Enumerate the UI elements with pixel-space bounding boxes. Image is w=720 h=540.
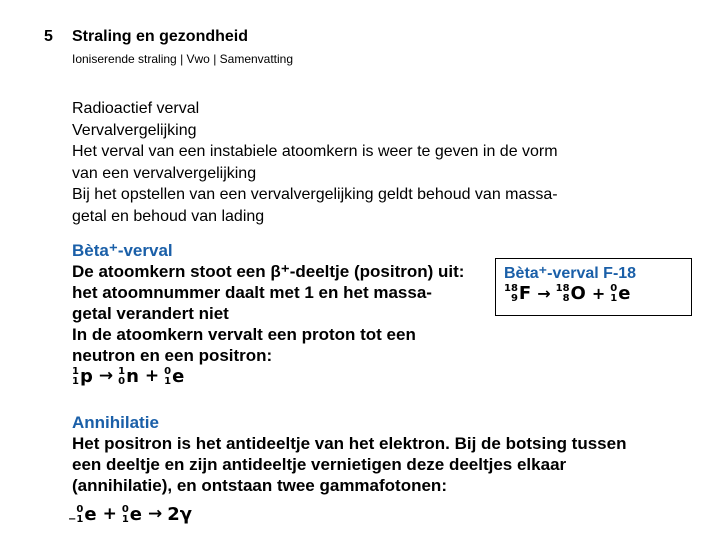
chapter-subtitle: Ioniserende straling | Vwo | Samenvatting xyxy=(72,52,294,66)
arrow: → xyxy=(148,504,163,524)
beta-plus-line: In de atoomkern vervalt een proton tot een xyxy=(72,325,416,344)
isotope-fluorine: 18 9 F xyxy=(504,282,532,304)
isotope-neutron: 1 0 n xyxy=(118,365,139,387)
annihilation-equation xyxy=(68,504,626,525)
proton-decay-equation xyxy=(72,366,464,387)
isotope-positron: 0 1 e xyxy=(121,503,142,525)
intro-line: getal en behoud van lading xyxy=(72,207,265,225)
isotope-positron: 0 1 e xyxy=(610,282,631,304)
beta-plus-line: getal verandert niet xyxy=(72,304,229,323)
annihilation-line: een deeltje en zijn antideeltje vernietigen deze deeltjes elkaar xyxy=(72,455,567,474)
beta-plus-line: De atoomkern stoot een β⁺-deeltje (positron) uit: xyxy=(72,262,465,281)
gamma-photons: 2γ xyxy=(167,504,193,525)
plus-sign: + xyxy=(591,284,606,303)
beta-plus-section xyxy=(72,240,464,387)
isotope-oxygen: 18 8 O xyxy=(555,282,586,304)
beta-plus-line: het atoomnummer daalt met 1 en het massa- xyxy=(72,283,432,302)
chapter-title: Straling en gezondheid xyxy=(72,28,249,45)
example-box-f18 xyxy=(495,258,692,316)
arrow: → xyxy=(537,284,551,303)
intro-section xyxy=(72,98,558,227)
isotope-electron: 0 −1 e xyxy=(68,503,97,525)
heading-radioactief-verval: Radioactief verval xyxy=(72,100,200,117)
annihilation-heading: Annihilatie xyxy=(72,413,159,432)
f18-decay-equation xyxy=(504,283,683,304)
intro-line: Het verval van een instabiele atoomkern is weer te geven in de vorm xyxy=(72,143,558,160)
heading-vervalvergelijking: Vervalvergelijking xyxy=(72,121,197,139)
isotope-positron: 0 1 e xyxy=(164,365,185,387)
beta-plus-line: neutron en een positron: xyxy=(72,346,273,365)
arrow: → xyxy=(98,366,114,386)
isotope-proton: 1 1 p xyxy=(72,365,93,387)
plus-sign: + xyxy=(144,366,160,386)
intro-line: van een vervalvergelijking xyxy=(72,164,257,182)
intro-line: Bij het opstellen van een vervalvergelijking geldt behoud van massa- xyxy=(72,186,558,203)
beta-plus-heading: Bèta⁺-verval xyxy=(72,241,173,260)
example-box-title: Bèta⁺-verval F-18 xyxy=(504,265,637,282)
annihilation-line: Het positron is het antideeltje van het elektron. Bij de botsing tussen xyxy=(72,434,627,453)
chapter-number: 5 xyxy=(44,28,53,45)
plus-sign: + xyxy=(102,504,117,524)
annihilation-section xyxy=(68,412,627,525)
annihilation-line: (annihilatie), en ontstaan twee gammafotonen: xyxy=(72,476,447,495)
